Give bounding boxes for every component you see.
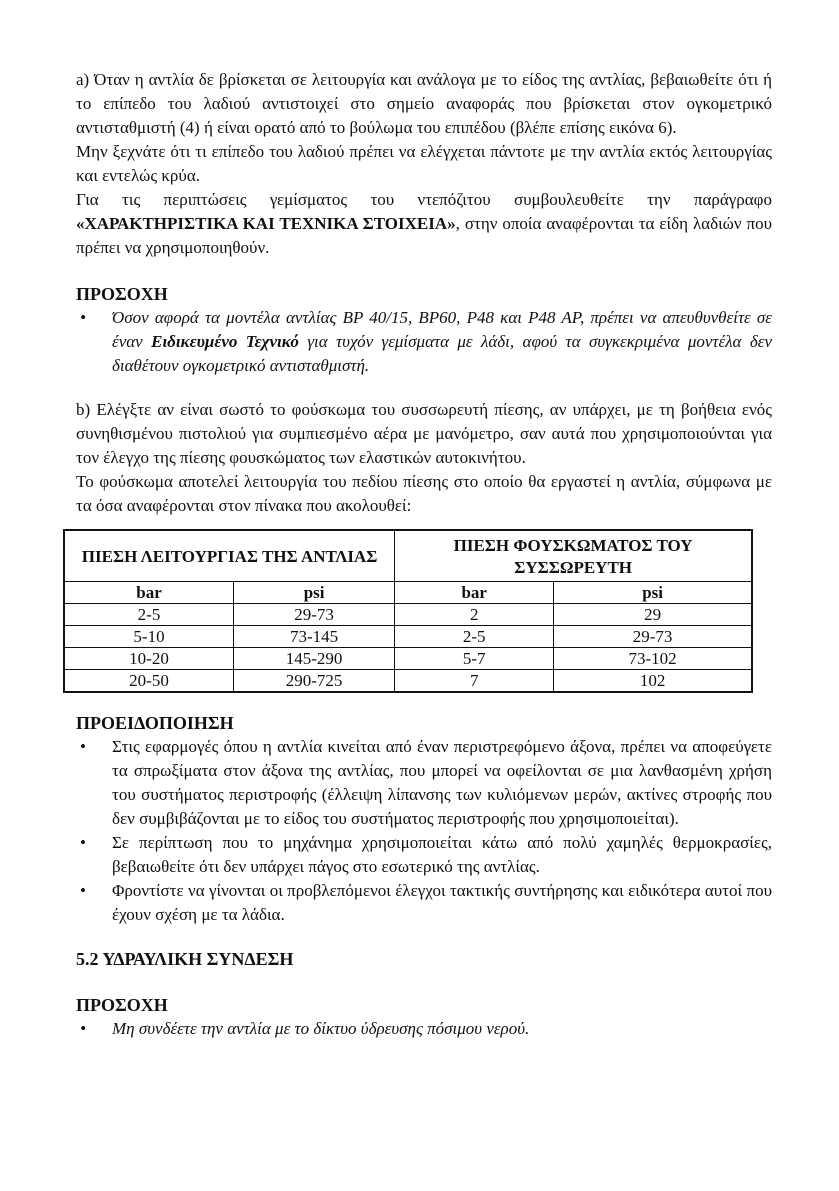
pressure-table: [63, 529, 753, 693]
bullet-icon: •: [80, 881, 86, 900]
table-unit-row: [64, 582, 752, 604]
table-cell: 290-725: [234, 670, 395, 693]
table-cell: 102: [554, 670, 752, 693]
document-page: [76, 68, 772, 1041]
list-item: [76, 735, 772, 831]
operating-pressure-header: ΠΙΕΣΗ ΛΕΙΤΟΥΡΓΙΑΣ ΤΗΣ ΑΝΤΛΙΑΣ: [64, 530, 395, 582]
list-item: [76, 831, 772, 879]
table-cell: 2-5: [64, 604, 234, 626]
paragraph-b-table-intro: Το φούσκωμα αποτελεί λειτουργία του πεδίου πίεσης στο οποίο θα εργαστεί η αντλία, σύμφωνα με τα όσα αναφέρονται στον πίνακα που ακολουθεί:: [76, 472, 772, 515]
table-cell: 145-290: [234, 648, 395, 670]
table-cell: 2-5: [395, 626, 554, 648]
table-group-header-row: [64, 530, 752, 582]
caution-block-2: [76, 993, 772, 1041]
table-cell: 7: [395, 670, 554, 693]
bullet-icon: •: [80, 1019, 86, 1038]
warning-list: [76, 735, 772, 927]
table-cell: 73-102: [554, 648, 752, 670]
paragraph-a-text: a) Όταν η αντλία δε βρίσκεται σε λειτουργία και ανάλογα με το είδος της αντλίας, βεβαιωθείτε ότι ή το επίπεδο του λαδιού αντιστοιχεί στο σημείο αναφοράς που βρίσκεται στον ογκομετρικό αντισταθμιστή (4) ή είναι ορατό από το βούλωμα του επιπέδου (βλέπε επίσης εικόνα 6).: [76, 70, 772, 137]
table-cell: 2: [395, 604, 554, 626]
table-row: [64, 670, 752, 693]
caution-heading: ΠΡΟΣΟΧΗ: [76, 284, 168, 304]
list-item: [76, 1017, 772, 1041]
list-item: [76, 879, 772, 927]
accumulator-pressure-header: ΠΙΕΣΗ ΦΟΥΣΚΩΜΑΤΟΣ ΤΟΥ ΣΥΣΣΩΡΕΥΤΗ: [395, 530, 752, 582]
table-cell: 10-20: [64, 648, 234, 670]
unit-header: bar: [395, 582, 554, 604]
caution-text: Όσον αφορά τα μοντέλα αντλίας BP 40/15, BP60, P48 και P48 AP, πρέπει να απευθυνθείτε σε έναν: [112, 308, 772, 351]
caution-text-end: για τυχόν γεμίσματα με λάδι, αφού τα συγκεκριμένα μοντέλα δεν διαθέτουν ογκομετρικό αντισταθμιστή.: [112, 332, 773, 375]
warning-text: Στις εφαρμογές όπου η αντλία κινείται από έναν περιστρεφόμενο άξονα, πρέπει να αποφεύγετε τα σπρωξίματα στον άξονα της αντλίας, που μπορεί να οφείλονται σε μια λανθασμένη χρήση του συστήματος περιστροφής (έλλειψη λίπανσης των κυλιόμενων μερών, ακτίνες στροφής που δεν συμβιβάζονται με το είδος του συστήματος περιστροφής που χρησιμοποιείται).: [112, 737, 772, 828]
unit-header: psi: [554, 582, 752, 604]
bullet-icon: •: [80, 833, 86, 852]
table-cell: 5-10: [64, 626, 234, 648]
table-row: [64, 626, 752, 648]
caution-block-1: [76, 282, 772, 378]
bullet-icon: •: [80, 737, 86, 756]
caution-text: Μη συνδέετε την αντλία με το δίκτυο ύδρευσης πόσιμου νερού.: [112, 1019, 530, 1038]
bullet-icon: •: [80, 308, 86, 327]
paragraph-b-text: b) Ελέγξτε αν είναι σωστό το φούσκωμα του συσσωρευτή πίεσης, αν υπάρχει, με τη βοήθεια ενός συνηθισμένου πιστολιού για συμπιεσμένο αέρα με μανόμετρο, σαν αυτά που χρησιμοποιούνται για τον έλεγχο της πίεσης φουσκώματος των ελαστικών αυτοκινήτου.: [76, 400, 772, 467]
table-cell: 29-73: [554, 626, 752, 648]
specialist-technician: Ειδικευμένο Τεχνικό: [151, 332, 299, 351]
warning-text: Φροντίστε να γίνονται οι προβλεπόμενοι έλεγχοι τακτικής συντήρησης και ειδικότερα αυτοί που έχουν σχέση με τα λάδια.: [112, 881, 772, 924]
caution-list: [76, 1017, 772, 1041]
caution-heading: ΠΡΟΣΟΧΗ: [76, 995, 168, 1015]
warning-heading: ΠΡΟΕΙΔΟΠΟΙΗΣΗ: [76, 713, 234, 733]
paragraph-a: [76, 68, 772, 260]
section-title: 5.2 ΥΔΡΑΥΛΙΚΗ ΣΥΝΔΕΣΗ: [76, 949, 294, 969]
table-cell: 73-145: [234, 626, 395, 648]
paragraph-a-refill-note-end: , στην οποία αναφέρονται τα είδη λαδιών που πρέπει να χρησιμοποιηθούν.: [76, 214, 772, 257]
spec-section-reference: «ΧΑΡΑΚΤΗΡΙΣΤΙΚΑ ΚΑΙ ΤΕΧΝΙΚΑ ΣΤΟΙΧΕΙΑ»: [76, 214, 456, 233]
paragraph-a-refill-note: Για τις περιπτώσεις γεμίσματος του ντεπόζιτου συμβουλευθείτε την παράγραφο: [76, 190, 772, 209]
table-cell: 29: [554, 604, 752, 626]
unit-header: bar: [64, 582, 234, 604]
caution-list: [76, 306, 772, 378]
paragraph-a-oil-check: Μην ξεχνάτε ότι τι επίπεδο του λαδιού πρέπει να ελέγχεται πάντοτε με την αντλία εκτός λειτουργίας και εντελώς κρύα.: [76, 142, 772, 185]
table-cell: 29-73: [234, 604, 395, 626]
table-row: [64, 648, 752, 670]
warning-text: Σε περίπτωση που το μηχάνημα χρησιμοποιείται κάτω από πολύ χαμηλές θερμοκρασίες, βεβαιωθείτε ότι δεν υπάρχει πάγος στο εσωτερικό της αντλίας.: [112, 833, 772, 876]
table-cell: 5-7: [395, 648, 554, 670]
list-item: [76, 306, 772, 378]
paragraph-b: [76, 398, 772, 518]
table-cell: 20-50: [64, 670, 234, 693]
unit-header: psi: [234, 582, 395, 604]
warning-block: [76, 711, 772, 927]
table-row: [64, 604, 752, 626]
